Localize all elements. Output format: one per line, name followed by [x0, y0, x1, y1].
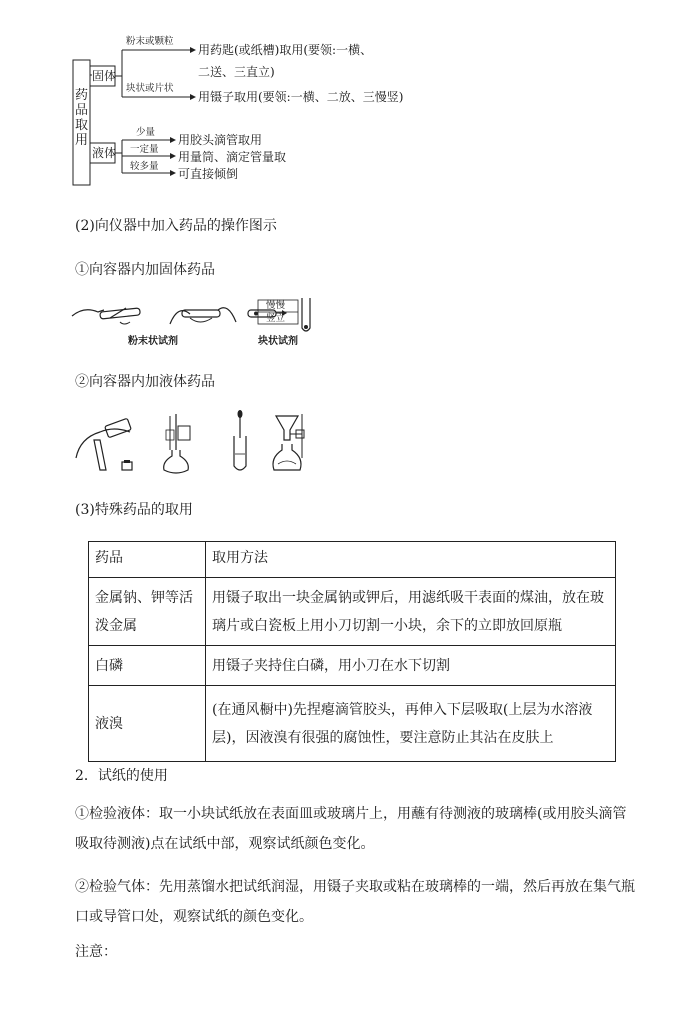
solid-heading: ①向容器内加固体药品 [75, 262, 215, 278]
caption-block: 块状试剂 [258, 336, 298, 347]
powder-method: 用药匙(或纸槽)取用(要领:一横、 [198, 43, 373, 57]
liquid-test-paragraph: ①检验液体：取一小块试纸放在表面皿或玻璃片上，用蘸有待测液的玻璃棒(或用胶头滴管吸取待测液)点在试纸中部，观察试纸颜色变化。 [75, 806, 627, 852]
section3-heading: (3)特殊药品的取用 [75, 502, 193, 518]
fixed-amount-method: 用量筒、滴定管量取 [178, 150, 287, 164]
section2-heading: (2)向仪器中加入药品的操作图示 [75, 218, 277, 234]
table-header-row [89, 542, 616, 578]
special-drugs-table [88, 541, 616, 762]
block-note-bottom: 竖立 [266, 313, 286, 324]
small-amount-label: 少量 [136, 127, 156, 138]
table-cell-drug: 液溴 [89, 686, 206, 762]
diagram-vertical-label: 药品取用 [75, 88, 89, 148]
solid-addition-illustration [70, 296, 330, 336]
powder-method-cont: 二送、三直立) [198, 65, 275, 79]
fixed-amount-label: 一定量 [130, 144, 159, 155]
gas-test-paragraph: ②检验气体：先用蒸馏水把试纸润湿，用镊子夹取或粘在玻璃棒的一端，然后再放在集气瓶口或导管口处，观察试纸的颜色变化。 [75, 879, 635, 925]
drug-taking-diagram [70, 36, 430, 190]
table-row [89, 578, 616, 646]
table-cell-method: 用镊子取出一块金属钠或钾后，用滤纸吸干表面的煤油，放在玻璃片或白瓷板上用小刀切割一小块，余下的立即放回原瓶 [206, 578, 616, 646]
table-cell-method: 用镊子夹持住白磷，用小刀在水下切割 [206, 646, 616, 686]
table-header-method: 取用方法 [206, 542, 616, 578]
table-cell-method: (在通风橱中)先捏瘪滴管胶头，再伸入下层吸取(上层为水溶液层)，因液溴有很强的腐蚀性，要注意防止其沾在皮肤上 [206, 686, 616, 762]
block-note-top: 慢慢 [266, 300, 286, 311]
caption-powder: 粉末状试剂 [128, 336, 178, 347]
liquid-heading: ②向容器内加液体药品 [75, 374, 215, 390]
large-amount-method: 可直接倾倒 [178, 167, 239, 181]
note-label: 注意： [75, 944, 117, 960]
table-row [89, 646, 616, 686]
table-header-drug: 药品 [89, 542, 206, 578]
solid-label: 固体 [92, 69, 117, 83]
block-label: 块状或片状 [126, 83, 174, 94]
solid-addition-figure [70, 296, 330, 346]
large-amount-label: 较多量 [130, 161, 159, 172]
table-cell-drug: 白磷 [89, 646, 206, 686]
test-paper-heading: 2．试纸的使用 [75, 768, 168, 784]
block-method: 用镊子取用(要领:一横、二放、三慢竖) [198, 90, 404, 104]
diagram-bracket-lines [70, 40, 430, 190]
table-row [89, 686, 616, 762]
liquid-addition-illustration [70, 408, 330, 478]
liquid-label: 液体 [92, 146, 117, 160]
powder-label: 粉末或颗粒 [126, 36, 174, 47]
small-amount-method: 用胶头滴管取用 [178, 133, 263, 147]
table-cell-drug: 金属钠、钾等活泼金属 [89, 578, 206, 646]
